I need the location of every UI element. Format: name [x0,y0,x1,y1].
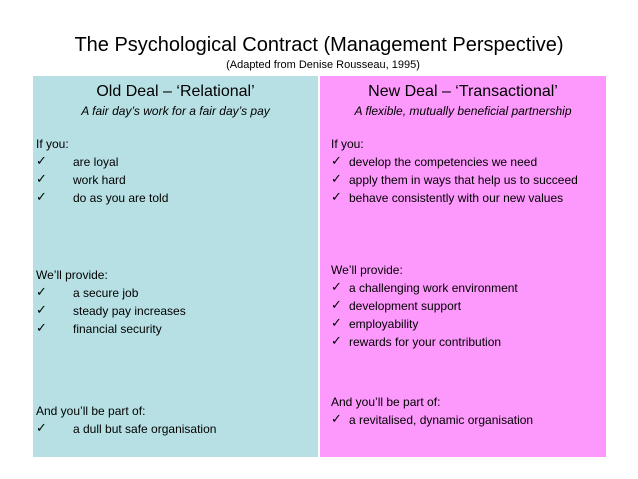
check-icon: ✓ [331,412,342,427]
check-icon: ✓ [36,154,47,169]
check-icon: ✓ [36,285,47,300]
new-if-section [331,136,597,208]
old-deal-heading: Old Deal – ‘Relational’ [96,83,255,100]
old-deal-tagline: A fair day’s work for a fair day’s pay [81,104,270,118]
old-deal-column [33,76,318,457]
check-icon: ✓ [36,172,47,187]
check-icon: ✓ [36,190,47,205]
list-item: ✓ develop the competencies we need [331,154,538,169]
old-part-label: And you’ll be part of: [36,404,146,418]
list-item: ✓ are loyal [36,154,119,169]
list-item: ✓ a challenging work environment [331,280,518,295]
list-item: ✓ a dull but safe organisation [36,421,217,436]
old-if-section [36,136,312,208]
old-provide-section [36,267,312,339]
check-icon: ✓ [331,190,342,205]
new-provide-label: We’ll provide: [331,263,403,277]
source-citation: (Adapted from Denise Rousseau, 1995) [226,59,420,71]
new-deal-column [320,76,606,457]
list-item: ✓ do as you are told [36,190,169,205]
check-icon: ✓ [36,321,47,336]
old-part-section [36,403,312,439]
list-item: ✓ financial security [36,321,162,336]
new-deal-heading: New Deal – ‘Transactional’ [368,83,558,100]
list-item: ✓ employability [331,316,419,331]
new-provide-section [331,262,597,352]
old-provide-label: We’ll provide: [36,268,108,282]
new-part-label: And you’ll be part of: [331,395,441,409]
list-item: ✓ steady pay increases [36,303,186,318]
list-item: ✓ apply them in ways that help us to succeed [331,172,578,187]
list-item: ✓ development support [331,298,462,313]
check-icon: ✓ [36,303,47,318]
check-icon: ✓ [331,154,342,169]
list-item: ✓ work hard [36,172,126,187]
new-if-label: If you: [331,137,364,151]
check-icon: ✓ [331,316,342,331]
check-icon: ✓ [331,298,342,313]
check-icon: ✓ [331,334,342,349]
check-icon: ✓ [331,172,342,187]
list-item: ✓ rewards for your contribution [331,334,502,349]
list-item: ✓ behave consistently with our new values [331,190,564,205]
list-item: ✓ a revitalised, dynamic organisation [331,412,534,427]
page-title: The Psychological Contract (Management Perspective) [74,34,564,56]
list-item: ✓ a secure job [36,285,139,300]
new-part-section [331,394,597,430]
old-if-label: If you: [36,137,69,151]
check-icon: ✓ [36,421,47,436]
check-icon: ✓ [331,280,342,295]
new-deal-tagline: A flexible, mutually beneficial partnership [354,104,572,118]
